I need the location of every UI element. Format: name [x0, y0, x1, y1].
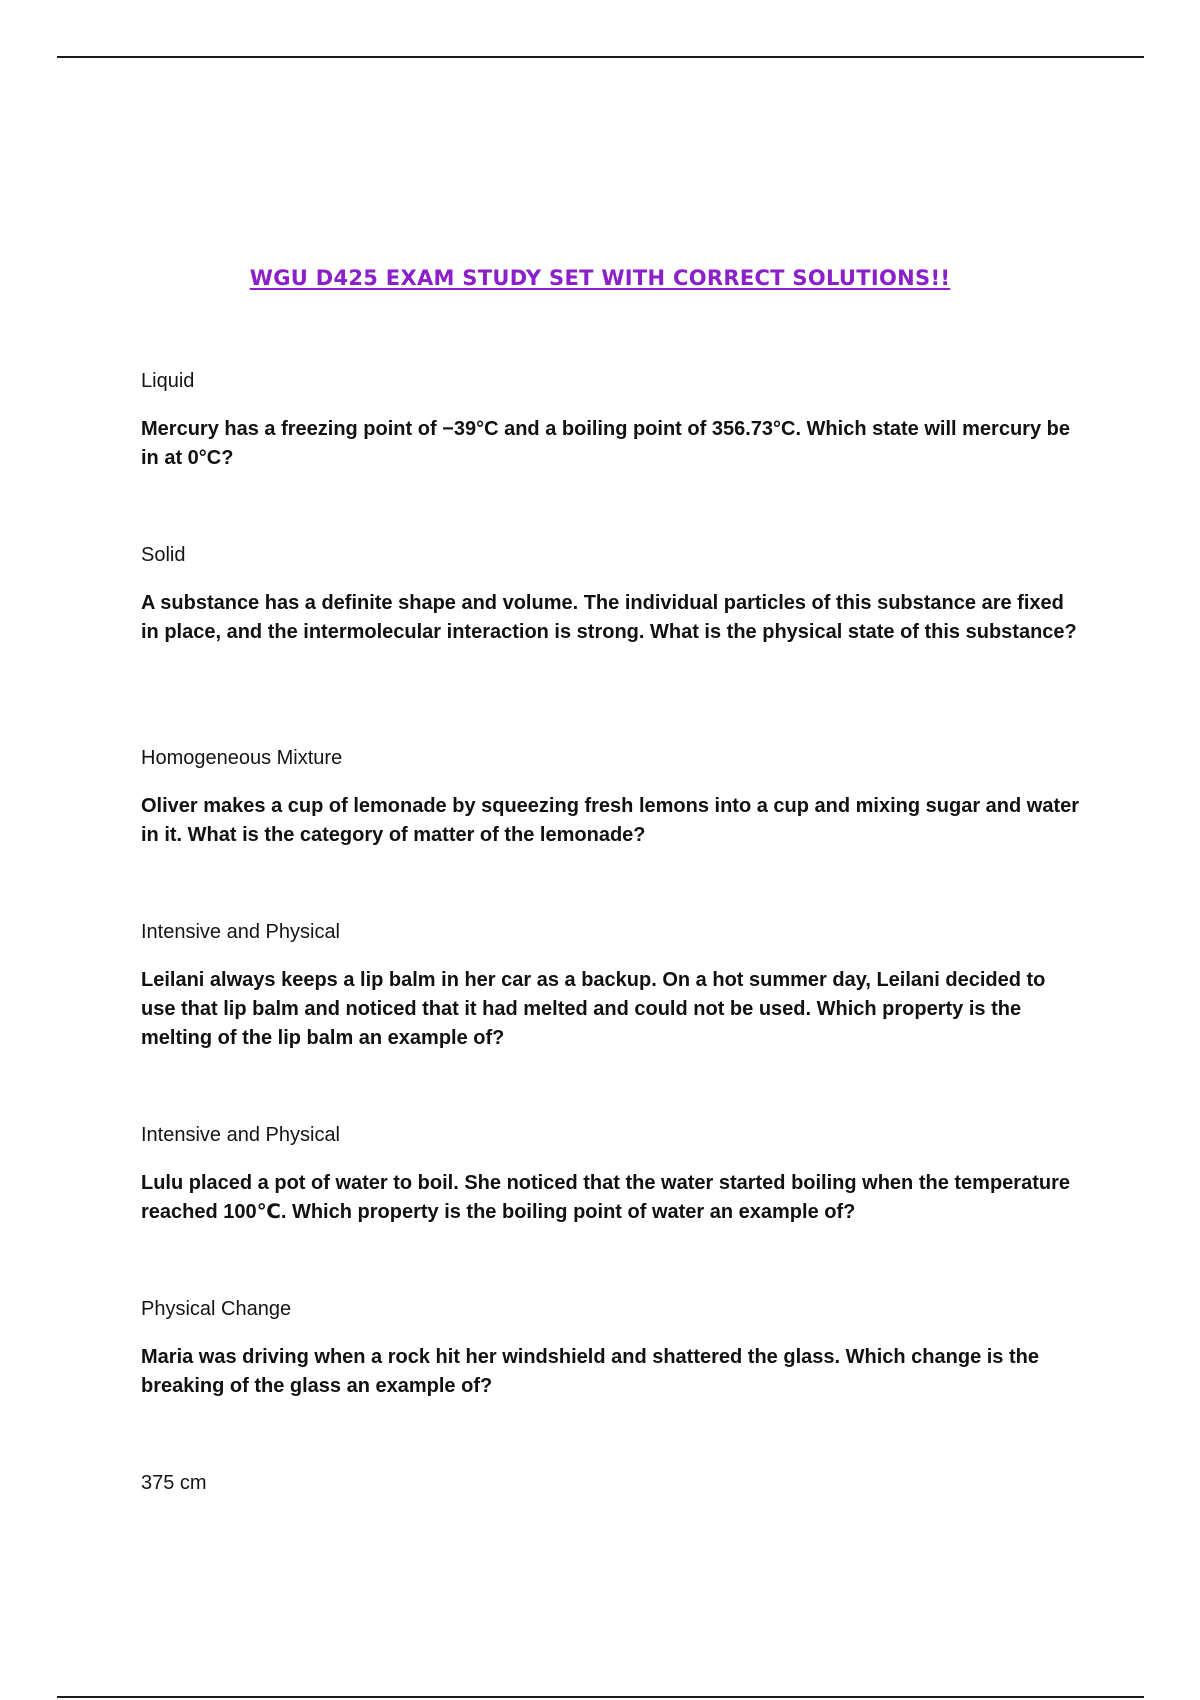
qa-item-6 — [141, 1296, 1081, 1401]
question-text: Lulu placed a pot of water to boil. She noticed that the water started boiling when the temperature reached 100℃. Which property is the boiling point of water an example of? — [141, 1172, 1070, 1223]
qa-item-1 — [141, 368, 1081, 473]
answer-text: Liquid — [141, 370, 195, 392]
answer-text: Homogeneous Mixture — [141, 747, 343, 769]
document-title: WGU D425 EXAM STUDY SET WITH CORRECT SOLUTIONS!! — [249, 266, 951, 290]
question-text: Mercury has a freezing point of −39°C and a boiling point of 356.73°C. Which state will mercury be in at 0°C? — [141, 418, 1070, 469]
qa-item-7 — [141, 1470, 1081, 1517]
question-text: Maria was driving when a rock hit her windshield and shattered the glass. Which change is the breaking of the glass an example of? — [141, 1346, 1039, 1397]
question-text: Oliver makes a cup of lemonade by squeezing fresh lemons into a cup and mixing sugar and water in it. What is the category of matter of the lemonade? — [141, 795, 1080, 846]
bottom-rule — [57, 1696, 1144, 1698]
question-text: Leilani always keeps a lip balm in her car as a backup. On a hot summer day, Leilani decided to use that lip balm and noticed that it had melted and could not be used. Which property is the melting of the lip balm an example of? — [141, 969, 1046, 1049]
answer-text: 375 cm — [141, 1472, 207, 1494]
top-rule — [57, 56, 1144, 58]
answer-text: Solid — [141, 544, 186, 566]
qa-item-4 — [141, 919, 1081, 1053]
qa-item-5 — [141, 1122, 1081, 1227]
answer-text: Intensive and Physical — [141, 1124, 341, 1146]
qa-item-3 — [141, 745, 1081, 850]
question-text: A substance has a definite shape and volume. The individual particles of this substance are fixed in place, and the intermolecular interaction is strong. What is the physical state of this substance? — [141, 592, 1077, 643]
answer-text: Intensive and Physical — [141, 921, 341, 943]
answer-text: Physical Change — [141, 1298, 292, 1320]
qa-item-2 — [141, 542, 1081, 647]
